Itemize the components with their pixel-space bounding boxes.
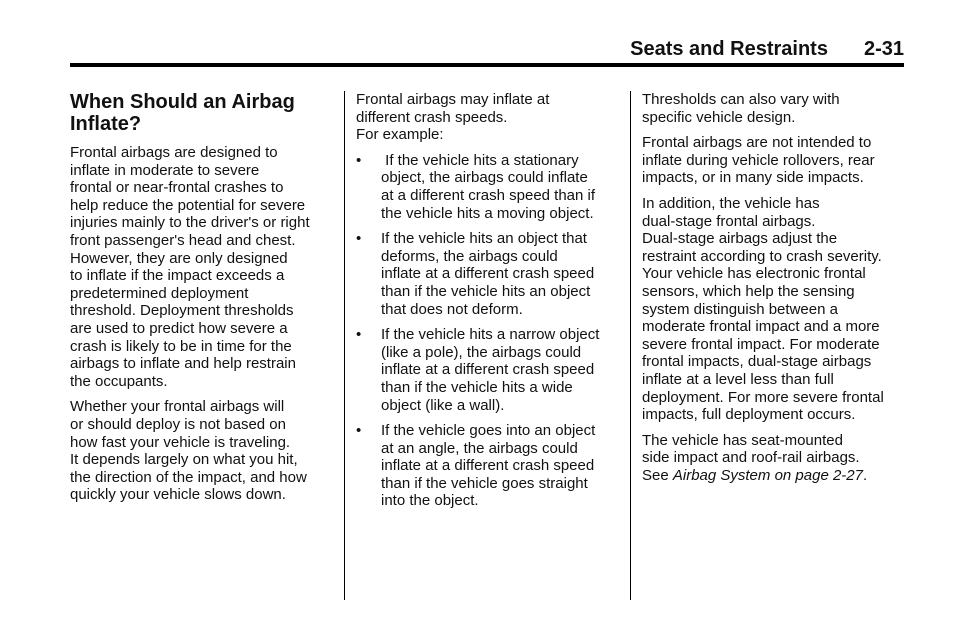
text-line: severe frontal impact. For moderate (642, 335, 880, 353)
text-line: how fast your vehicle is traveling. (70, 433, 291, 451)
text-line: inflate at a different crash speed (381, 457, 595, 475)
text-line: or should deploy is not based on (70, 415, 286, 433)
page-header (70, 36, 904, 62)
heading-line: When Should an Airbag (70, 91, 295, 113)
text-line: impacts, or in many side impacts. (642, 169, 864, 187)
example-list (356, 152, 622, 510)
see-prefix: See (642, 466, 673, 484)
text-line: different crash speeds. (356, 108, 508, 126)
text-line: Dual-stage airbags adjust the (642, 230, 838, 248)
text-line: deployment. For more severe frontal (642, 388, 884, 406)
text-line: front passenger's head and chest. (70, 231, 296, 249)
text-line: dual-stage frontal airbags. (642, 212, 816, 230)
text-line: injuries mainly to the driver's or right (70, 214, 310, 232)
text-line: Frontal airbags may inflate at (356, 91, 550, 108)
text-line: restraint according to crash severity. (642, 247, 882, 265)
text-line: moderate frontal impact and a more (642, 318, 880, 336)
heading-line: Inflate? (70, 113, 142, 135)
text-line: inflate during vehicle rollovers, rear (642, 151, 875, 169)
column-divider (630, 91, 631, 600)
text-line: sensors, which help the sensing (642, 282, 855, 300)
text-line: frontal or near-frontal crashes to (70, 179, 284, 197)
list-item (356, 152, 622, 222)
text-line: However, they are only designed (70, 249, 288, 267)
cross-reference-link[interactable]: Airbag System on page 2-27 (672, 466, 863, 484)
text-line: than if the vehicle hits an object (381, 282, 591, 300)
sentence-end: . (862, 466, 868, 484)
paragraph-not-intended (642, 134, 908, 187)
text-line: threshold. Deployment thresholds (70, 302, 294, 320)
paragraph-deployment (70, 144, 332, 390)
text-line: than if the vehicle goes straight (381, 474, 588, 492)
text-line: If the vehicle hits an object that (381, 230, 587, 248)
text-line: The vehicle has seat-mounted (642, 431, 843, 449)
text-line: inflate at a level less than full (642, 370, 834, 388)
text-line: system distinguish between a (642, 300, 838, 318)
text-line: specific vehicle design. (642, 108, 796, 126)
text-line: inflate at a different crash speed (381, 265, 595, 283)
text-line: (like a pole), the airbags could (381, 343, 582, 361)
text-line: at an angle, the airbags could (381, 439, 578, 457)
paragraph-intro (356, 91, 622, 144)
text-line: frontal impacts, dual-stage airbags (642, 353, 872, 371)
text-line: Thresholds can also vary with (642, 91, 840, 108)
paragraph-dual-stage (642, 195, 908, 424)
column-2 (356, 91, 622, 518)
page-number: 2-31 (863, 38, 904, 60)
text-line: If the vehicle hits a stationary (381, 151, 579, 169)
text-line: airbags to inflate and help restrain (70, 355, 296, 373)
bullet-icon: • (356, 422, 362, 440)
list-item (356, 422, 622, 510)
text-line: inflate in moderate to severe (70, 161, 260, 179)
text-line: crash is likely to be in time for the (70, 337, 292, 355)
column-3 (642, 91, 908, 492)
paragraph-speed (70, 398, 332, 504)
text-line: It depends largely on what you hit, (70, 451, 298, 469)
list-item (356, 326, 622, 414)
column-divider (344, 91, 345, 600)
text-line: If the vehicle hits a narrow object (381, 326, 600, 344)
text-line: Frontal airbags are not intended to (642, 134, 872, 152)
section-heading (70, 91, 332, 135)
bullet-icon: • (356, 151, 362, 169)
text-line: For example: (356, 126, 444, 144)
text-line: inflate at a different crash speed (381, 361, 595, 379)
text-line: the occupants. (70, 372, 168, 390)
paragraph-thresholds (642, 91, 908, 126)
bullet-icon: • (356, 326, 362, 344)
text-line: to inflate if the impact exceeds a (70, 267, 285, 285)
text-line: object, the airbags could inflate (381, 169, 588, 187)
text-line: than if the vehicle hits a wide (381, 378, 573, 396)
text-line: at a different crash speed than if (381, 186, 596, 204)
text-line: the vehicle hits a moving object. (381, 204, 594, 222)
text-line: deforms, the airbags could (381, 247, 558, 265)
text-line: If the vehicle goes into an object (381, 422, 596, 440)
text-line: that does not deform. (381, 300, 523, 318)
text-line: quickly your vehicle slows down. (70, 486, 286, 504)
text-line: into the object. (381, 492, 479, 510)
text-line: are used to predict how severe a (70, 319, 288, 337)
text-line: Frontal airbags are designed to (70, 144, 278, 161)
column-1 (70, 91, 332, 512)
text-line: object (like a wall). (381, 396, 505, 414)
text-line: In addition, the vehicle has (642, 194, 820, 212)
text-line: the direction of the impact, and how (70, 468, 307, 486)
text-line: impacts, full deployment occurs. (642, 406, 856, 424)
text-line: predetermined deployment (70, 284, 249, 302)
section-title: Seats and Restraints (630, 38, 828, 60)
text-line: help reduce the potential for severe (70, 196, 306, 214)
text-line: Whether your frontal airbags will (70, 398, 285, 416)
text-line: side impact and roof-rail airbags. (642, 449, 860, 467)
header-rule (70, 63, 904, 67)
bullet-icon: • (356, 230, 362, 248)
paragraph-side-airbags (642, 432, 908, 485)
list-item (356, 230, 622, 318)
text-line: Your vehicle has electronic frontal (642, 265, 866, 283)
